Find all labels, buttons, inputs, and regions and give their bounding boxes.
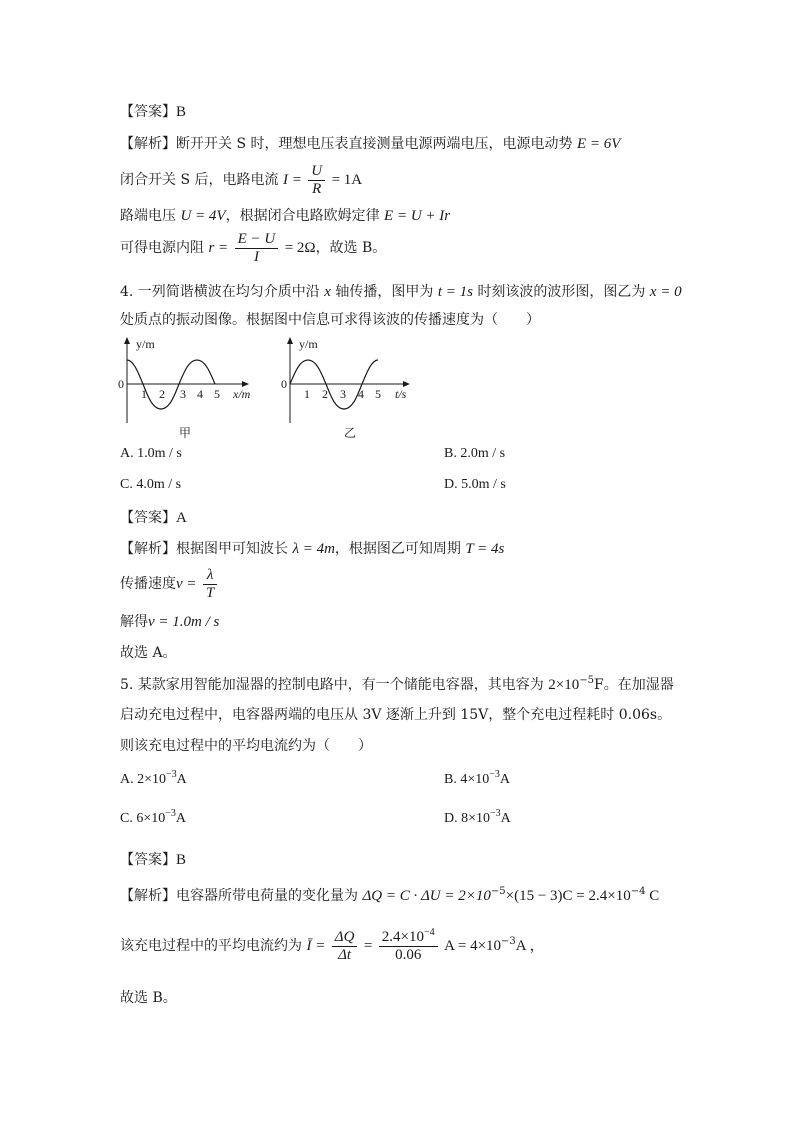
graph1-tick-5: 5: [214, 387, 220, 401]
q3-analysis-line-4: 可得电源内阻 r = $\frac{E - U}{I}$ = 2Ω，故选 B。: [120, 230, 387, 265]
graph1-origin: 0: [118, 377, 124, 391]
q4-option-c[interactable]: C. 4.0m / s: [120, 477, 182, 492]
graph2-tick-5: 5: [375, 387, 381, 401]
graph1-ylabel: y/m: [136, 337, 155, 351]
q4-option-a[interactable]: A. 1.0m / s: [120, 446, 182, 461]
analysis-label: 【解析】: [120, 136, 176, 152]
q5-current-fraction-2: $\frac{2.4\times 10^{-4}}{0.06}$: [379, 929, 438, 964]
graph2-tick-2: 2: [322, 387, 328, 401]
graph2-caption: 乙: [344, 426, 357, 440]
q3-answer-line: [120, 102, 186, 122]
q5-analysis-line-2: 该充电过程中的平均电流约为 Ī = $\frac{\Delta Q}{\Delta t}$ = $\frac{2.4\times 10^{-4}}{0.06}$ $A = 4\times 10^{-3}A$ ，: [120, 926, 545, 963]
q5-option-b[interactable]: B. $4\times 10^{-3}A$: [444, 769, 510, 787]
answer-label: 【答案】: [120, 104, 176, 120]
q5-analysis-line-1: 【解析】电容器所带电荷量的变化量为 $\Delta Q = C \cdot \Delta U = 2\times 10^{-5}\times(15 - 3)C = 2.4\times 10^{-4}$ C: [120, 886, 660, 904]
graph1-tick-3: 3: [180, 387, 186, 401]
q5-current-fraction-1: $\frac{\Delta Q}{\Delta t}$: [332, 929, 358, 964]
graph2-tick-3: 3: [340, 387, 346, 401]
q4-option-b[interactable]: B. 2.0m / s: [444, 446, 506, 461]
graph2-tick-4: 4: [358, 387, 364, 401]
q4-analysis-line-1: 【解析】根据图甲可知波长 λ = 4m，根据图乙可知周期 T = 4s: [120, 541, 505, 557]
q5-answer-line: 【答案】B: [120, 852, 187, 868]
q5-analysis-line-3: 故选 B。: [120, 990, 177, 1006]
q4-vibration-graph: [278, 335, 428, 445]
graph1-tick-4: 4: [197, 387, 203, 401]
q3-current-fraction: $\frac{U}{R}$: [308, 163, 325, 198]
graph2-origin: 0: [281, 377, 287, 391]
q5-stem-line-3: 则该充电过程中的平均电流约为（ ）: [120, 738, 372, 754]
q4-analysis-line-2: 传播速度v = $\frac{\lambda}{T}$: [120, 566, 219, 602]
q3-resistance-fraction: $\frac{E - U}{I}$: [235, 231, 279, 266]
q4-stem-line-1: 4. 一列简谐横波在均匀介质中沿 x 轴传播，图甲为 t = 1s 时刻该波的波形图，图乙为 x = 0: [120, 284, 682, 300]
q5-stem-line-2: 启动充电过程中，电容器两端的电压从 3V 逐渐上升到 15V，整个充电过程耗时 0.06s。: [120, 707, 672, 723]
graph2-tick-1: 1: [304, 387, 310, 401]
q3-answer: B: [176, 104, 187, 120]
q4-speed-fraction: $\frac{\lambda}{T}$: [203, 567, 217, 602]
q4-stem-line-2: 处质点的振动图像。根据图中信息可求得该波的传播速度为（ ）: [120, 312, 540, 328]
q5-option-c[interactable]: C. $6\times 10^{-3}A$: [120, 808, 186, 826]
graph1-caption: 甲: [179, 426, 192, 440]
graph2-xlabel: t/s: [395, 387, 407, 401]
graph2-ylabel: y/m: [299, 337, 318, 351]
q4-analysis-line-4: 故选 A。: [120, 645, 177, 661]
q4-option-d[interactable]: D. 5.0m / s: [444, 477, 506, 492]
q5-answer: B: [176, 852, 187, 868]
q3-analysis-line-2: 闭合开关 S 后，电路电流 I = $\frac{U}{R}$ = 1A: [120, 162, 363, 197]
q5-option-d[interactable]: D. $8\times 10^{-3}A$: [444, 808, 511, 826]
graph1-tick-1: 1: [141, 387, 147, 401]
q3-analysis-line-3: 路端电压 U = 4V，根据闭合电路欧姆定律 E = U + Ir: [120, 208, 451, 224]
q3-analysis-line-1: 【解析】断开开关 S 时，理想电压表直接测量电源两端电压，电源电动势 E = 6V: [120, 136, 621, 152]
q4-answer-line: 【答案】A: [120, 510, 187, 526]
y-axis-arrow: [124, 337, 130, 344]
q4-answer: A: [176, 510, 187, 526]
q4-analysis-line-3: 解得v = 1.0m / s: [120, 614, 220, 630]
graph1-tick-2: 2: [159, 387, 165, 401]
q4-wave-graph: [115, 335, 265, 445]
q3-emf: E = 6V: [576, 136, 621, 152]
q5-option-a[interactable]: A. $2\times 10^{-3}A$: [120, 769, 187, 787]
q5-stem-line-1: 5. 某款家用智能加湿器的控制电路中，有一个储能电容器，其电容为 $2\times 10^{-5}F$。在加湿器: [120, 675, 674, 693]
y-axis-arrow: [287, 337, 293, 344]
graph1-xlabel: x/m: [233, 387, 251, 401]
